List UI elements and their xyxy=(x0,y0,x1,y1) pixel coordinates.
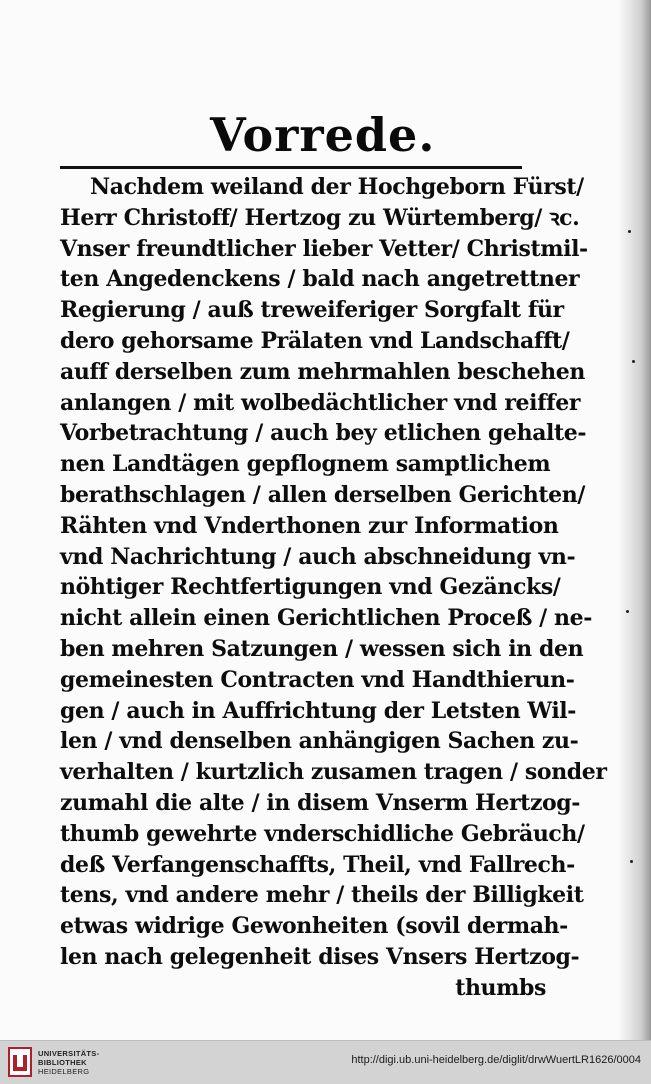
text-line: verhalten / kurtzlich zusamen tragen / sonder xyxy=(60,759,607,786)
permalink-url[interactable]: http://digi.ub.uni-heidelberg.de/diglit/drwWuertLR1626/0004 xyxy=(351,1054,641,1066)
text-line: Rähten vnd Vnderthonen zur Information xyxy=(60,512,559,539)
text-line: etwas widrige Gewonheiten (sovil dermah- xyxy=(60,913,568,940)
library-name xyxy=(38,1049,99,1076)
text-line: berathschlagen / allen derselben Gerichten/ xyxy=(60,481,585,508)
university-library-logo-icon[interactable] xyxy=(8,1047,32,1077)
text-line: len / vnd denselben anhängigen Sachen zu- xyxy=(60,728,579,755)
text-line: gemeinesten Contracten vnd Handthierun- xyxy=(60,666,575,693)
text-line: Vorbetrachtung / auch bey etlichen gehalte- xyxy=(60,420,587,447)
text-line: tens, vnd andere mehr / theils der Billigkeit xyxy=(60,882,584,909)
text-line: dero gehorsame Prälaten vnd Landschafft/ xyxy=(60,327,570,354)
catchword: thumbs xyxy=(455,974,546,1001)
logo-frame xyxy=(9,1048,31,1076)
library-name-line2: BIBLIOTHEK xyxy=(38,1058,87,1067)
text-line: Herr Christoff/ Hertzog zu Würtemberg/ ꝛc. xyxy=(60,204,580,231)
text-line: auff derselben zum mehrmahlen beschehen xyxy=(60,358,585,385)
text-line: nen Landtägen gepflognem samptlichem xyxy=(60,451,551,478)
text-line: deß Verfangenschaffts, Theil, vnd Fallrech- xyxy=(60,851,575,878)
text-line: Nachdem weiland der Hochgeborn Fürst/ xyxy=(90,174,584,200)
text-line: zumahl die alte / in disem Vnserm Hertzog- xyxy=(60,789,581,816)
page-gutter xyxy=(618,0,651,1040)
text-line: gen / auch in Auffrichtung der Letsten Wil- xyxy=(60,697,576,724)
text-line: len nach gelegenheit dises Vnsers Hertzog- xyxy=(60,943,580,970)
text-line: nöhtiger Rechtfertigungen vnd Gezäncks/ xyxy=(60,574,561,601)
text-line: thumb gewehrte vnderschidliche Gebräuch/ xyxy=(60,820,585,847)
text-block xyxy=(60,172,607,1004)
library-name-line1: UNIVERSITÄTS- xyxy=(38,1049,100,1058)
heading-rule xyxy=(60,166,522,169)
viewer-footer xyxy=(0,1040,651,1084)
text-line: Regierung / auß treweiferiger Sorgfalt für xyxy=(60,297,564,324)
page-heading: Vorrede. xyxy=(210,108,436,162)
text-line: vnd Nachrichtung / auch abschneidung vn- xyxy=(60,543,576,570)
text-line: ben mehren Satzungen / wessen sich in den xyxy=(60,635,584,662)
text-line: Vnser freundtlicher lieber Vetter/ Christmil- xyxy=(60,235,588,262)
text-line: ten Angedenckens / bald nach angetrettner xyxy=(60,266,580,293)
text-line: anlangen / mit wolbedächtlicher vnd reiffer xyxy=(60,389,581,416)
text-line: nicht allein einen Gerichtlichen Proceß / ne- xyxy=(60,605,592,632)
library-name-line3: HEIDELBERG xyxy=(38,1067,90,1076)
